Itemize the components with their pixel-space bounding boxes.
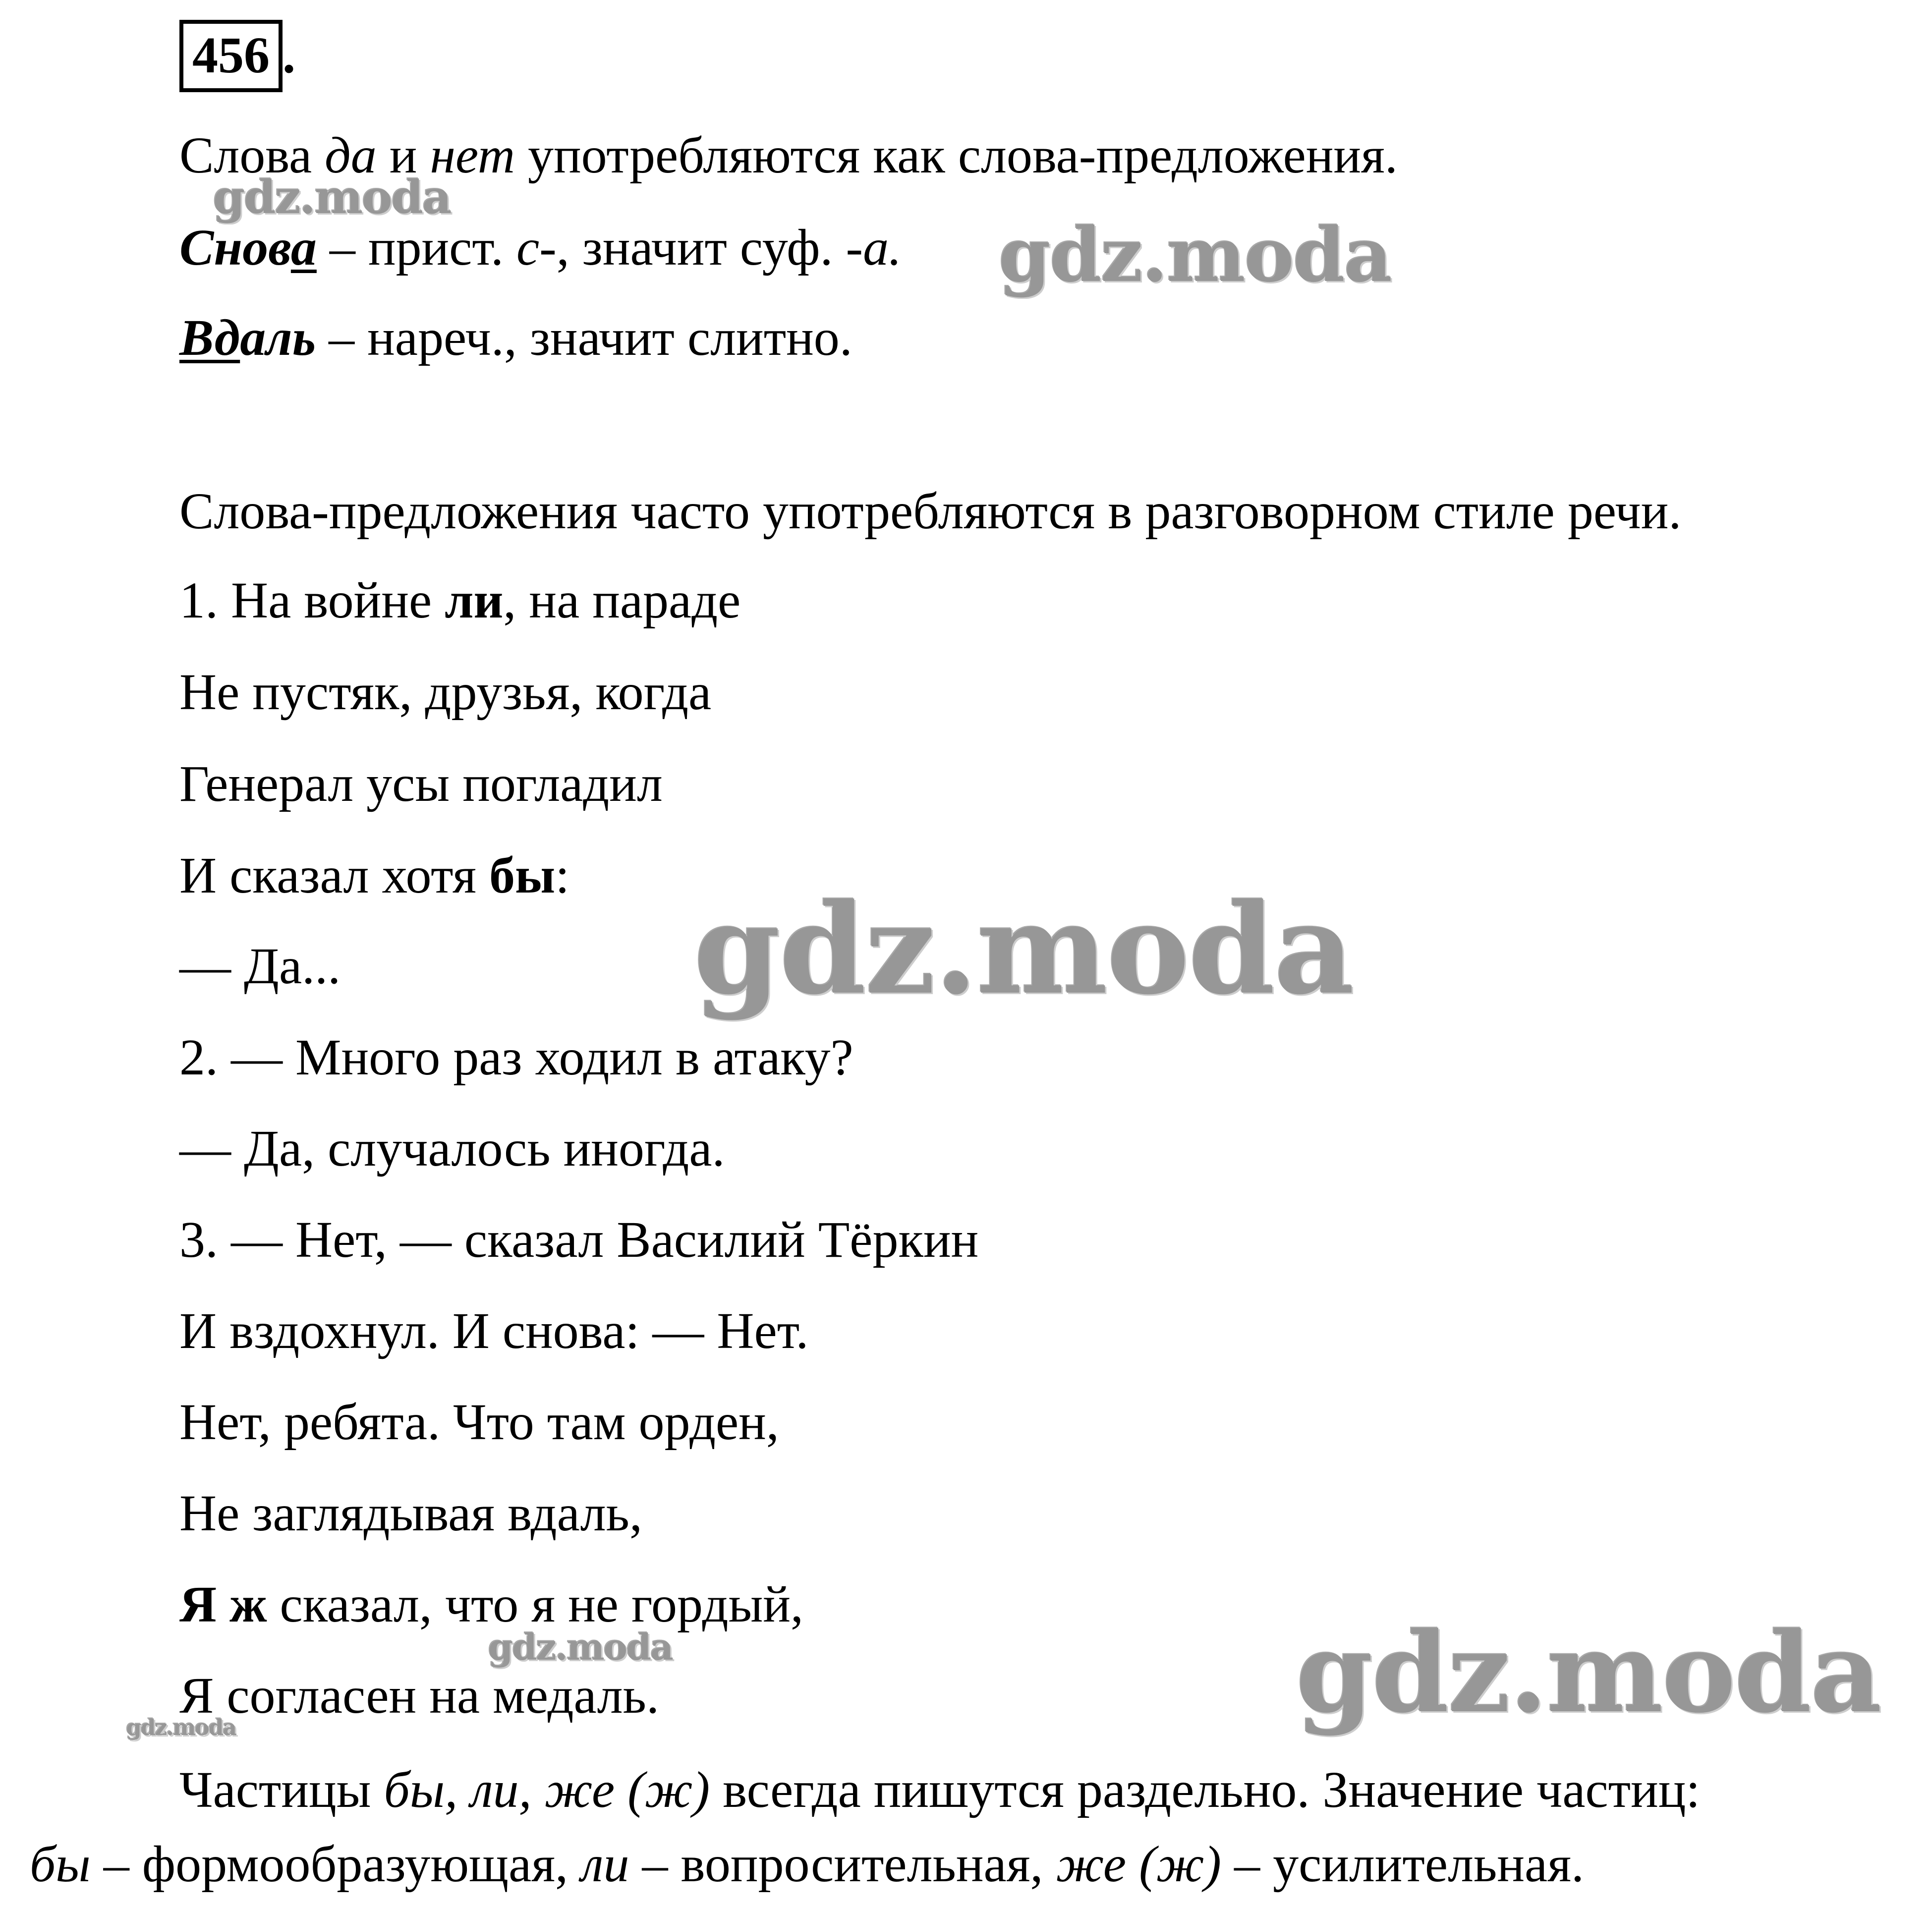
- word-vdal-root: аль: [240, 309, 316, 366]
- conclusion-line-1: [179, 1761, 1701, 1818]
- vdal-analysis: [179, 309, 852, 366]
- poem-line-7: — Да, случалось иногда.: [179, 1120, 725, 1177]
- word-da: да: [325, 127, 377, 184]
- paragraph-colloquial: Слова-предложения часто употребляются в разговорном стиле речи.: [179, 483, 1682, 540]
- task-number-dot: .: [283, 27, 295, 84]
- text: Частицы: [179, 1761, 384, 1818]
- poem-line-6: 2. — Много раз ходил в атаку?: [179, 1029, 853, 1086]
- poem-line-11: Не заглядывая вдаль,: [179, 1485, 642, 1542]
- particle-li: ли: [445, 572, 504, 629]
- particles-list: бы, ли, же (ж): [384, 1761, 710, 1818]
- watermark: gdz.moda: [488, 1626, 673, 1668]
- word-snova-stem: Снов: [179, 219, 291, 276]
- prefix-s: с-: [516, 219, 557, 276]
- text: Слова: [179, 127, 325, 184]
- poem-line-8: 3. — Нет, — сказал Василий Тёркин: [179, 1211, 979, 1268]
- particle-by: бы: [489, 847, 556, 904]
- poem-line-13: Я согласен на медаль.: [179, 1667, 659, 1724]
- word-vdal-prefix: Вд: [179, 309, 240, 366]
- text: – формообразующая,: [90, 1836, 581, 1893]
- text: , значит суф.: [556, 219, 846, 276]
- text: – нареч., значит слитно.: [316, 309, 852, 366]
- word-net: нет: [430, 127, 515, 184]
- text: употребляются как слова-предложения.: [514, 127, 1398, 184]
- text: и: [376, 127, 430, 184]
- poem-line-9: И вздохнул. И снова: — Нет.: [179, 1302, 809, 1359]
- text: И сказал хотя: [179, 847, 490, 904]
- text: – вопросительная,: [629, 1836, 1056, 1893]
- text: :: [555, 847, 570, 904]
- poem-line-10: Нет, ребята. Что там орден,: [179, 1394, 779, 1451]
- snova-analysis: [179, 219, 902, 276]
- text: всегда пишутся раздельно. Значение частиц:: [710, 1761, 1701, 1818]
- poem-line-1: [179, 572, 741, 629]
- text: 1. На войне: [179, 572, 445, 629]
- poem-line-12: [179, 1576, 804, 1633]
- text: – усилительная.: [1221, 1836, 1585, 1893]
- conclusion-line-2: [30, 1836, 1585, 1893]
- text: , на параде: [503, 572, 741, 629]
- watermark: gdz.moda: [999, 212, 1392, 299]
- task-number: [179, 20, 295, 92]
- watermark: gdz.moda: [694, 876, 1354, 1022]
- word-snova-suffix: а: [290, 219, 317, 276]
- poem-line-2: Не пустяк, друзья, когда: [179, 664, 712, 721]
- particle-zhe: же (ж): [1056, 1836, 1222, 1893]
- watermark: gdz.moda: [213, 170, 451, 224]
- poem-line-5: — Да...: [179, 938, 341, 995]
- text: сказал, что я не гордый,: [267, 1576, 804, 1633]
- particle-zh: Я ж: [179, 1576, 267, 1633]
- suffix-a: -а.: [846, 219, 902, 276]
- poem-line-4: [179, 847, 570, 904]
- watermark: gdz.moda: [1296, 1609, 1881, 1738]
- task-number-box: 456: [179, 20, 283, 92]
- watermark: gdz.moda: [126, 1715, 236, 1740]
- text: – прист.: [316, 219, 516, 276]
- particle-by: бы: [30, 1836, 91, 1893]
- poem-line-3: Генерал усы погладил: [179, 755, 663, 812]
- particle-li: ли: [581, 1836, 629, 1893]
